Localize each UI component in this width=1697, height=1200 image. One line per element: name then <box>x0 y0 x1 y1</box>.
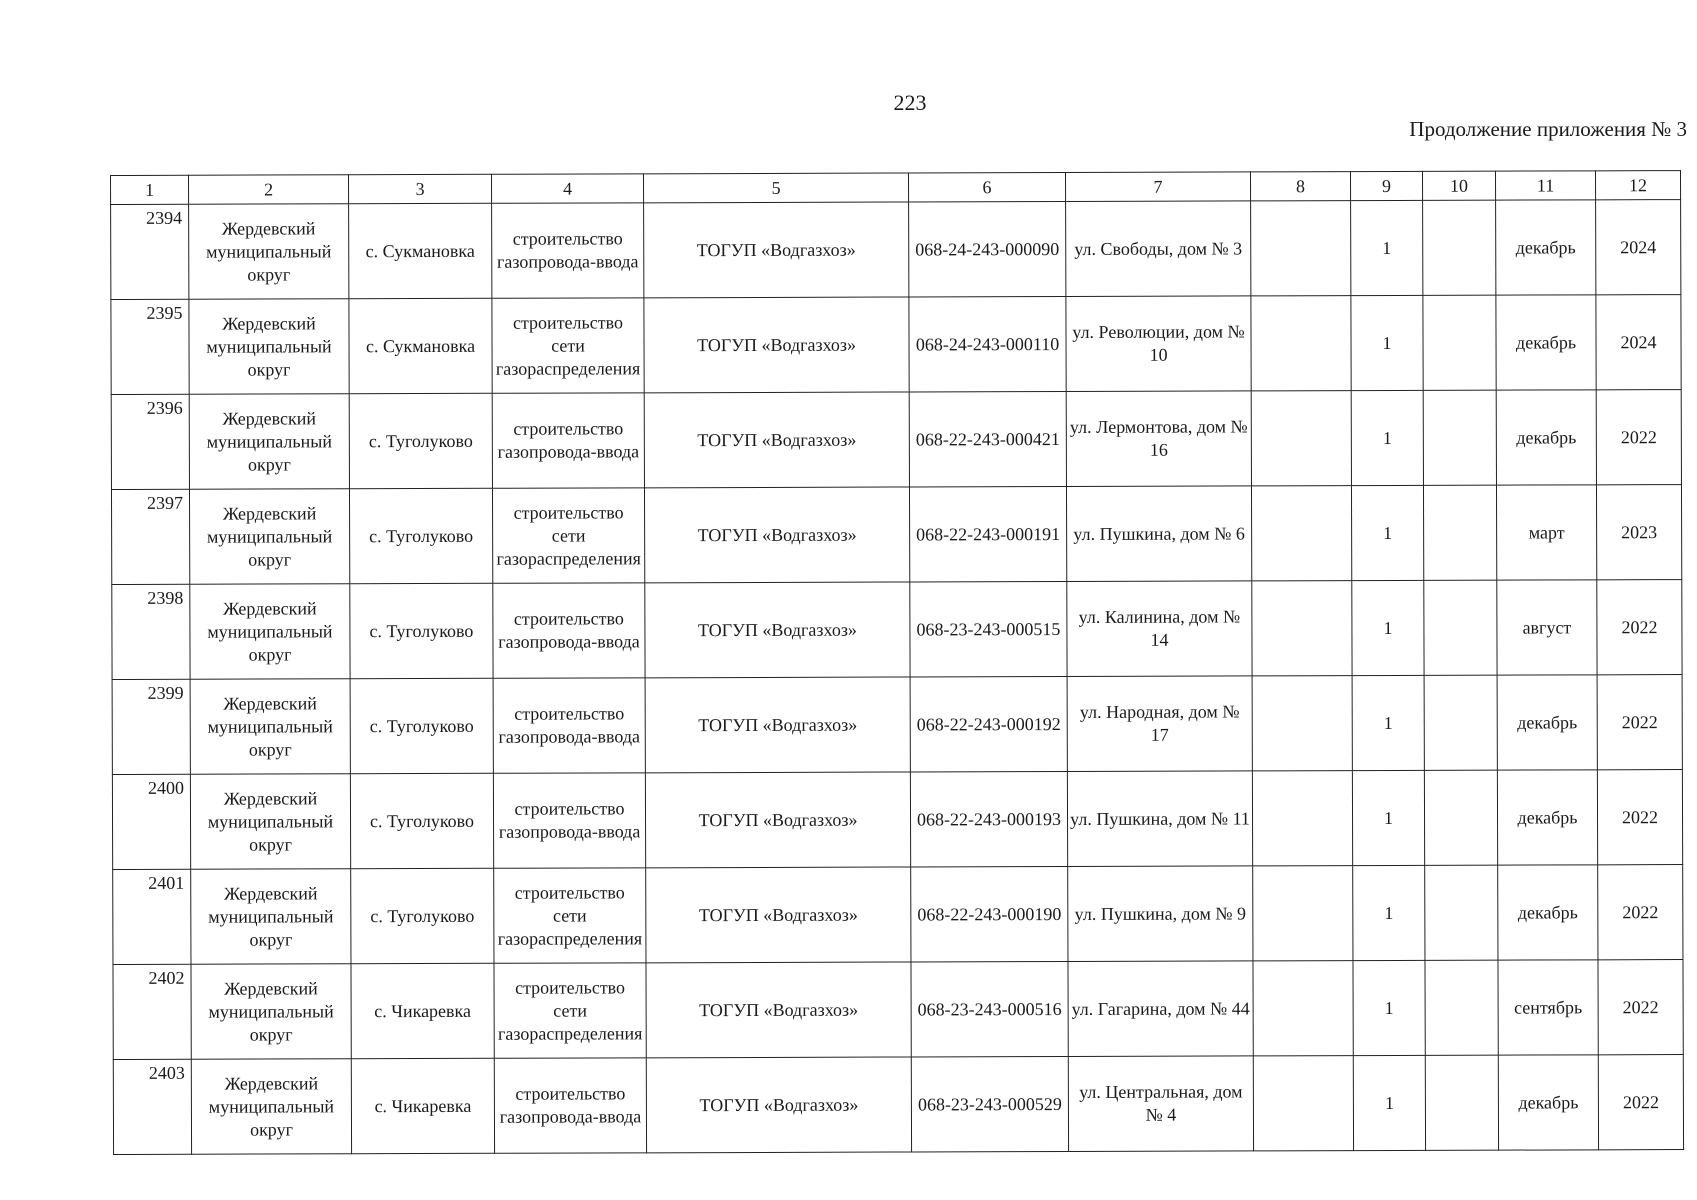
table-cell: Жердевский муниципальный округ <box>190 774 350 870</box>
table-cell <box>1423 485 1496 580</box>
table-cell <box>1424 675 1497 770</box>
table-cell: 1 <box>1352 580 1424 675</box>
table-cell: 2022 <box>1597 770 1682 865</box>
table-cell: с. Сукмановка <box>349 203 492 298</box>
table-cell: с. Туголуково <box>349 393 492 488</box>
table-cell: ТОГУП «Водгазхоз» <box>644 487 909 583</box>
table-cell: с. Туголуково <box>350 773 493 868</box>
table-cell: с. Чикаревка <box>351 963 494 1058</box>
table-cell: Жердевский муниципальный округ <box>190 584 350 680</box>
table-cell: 2022 <box>1597 580 1682 675</box>
table-row <box>113 960 1683 1060</box>
table-cell: с. Туголуково <box>350 583 493 678</box>
column-header: 3 <box>349 174 492 203</box>
table-cell: строительство газопровода-ввода <box>492 393 644 488</box>
table-cell: ул. Революции, дом № 10 <box>1066 296 1251 392</box>
table-row <box>111 295 1681 395</box>
table-cell: 068-22-243-000191 <box>909 486 1066 581</box>
table-cell <box>1424 770 1497 865</box>
table-cell: 2394 <box>111 204 189 299</box>
table-cell: декабрь <box>1498 865 1598 960</box>
table-row <box>113 865 1683 965</box>
table-cell: 2401 <box>113 869 191 964</box>
table-cell: 2022 <box>1598 1055 1683 1150</box>
table-cell: Жердевский муниципальный округ <box>189 489 349 585</box>
table-cell <box>1423 390 1496 485</box>
table-row <box>111 485 1681 585</box>
table-cell: декабрь <box>1498 1055 1598 1150</box>
table-cell: 1 <box>1351 390 1423 485</box>
table-cell: строительство газопровода-ввода <box>493 773 645 868</box>
table-cell: ул. Народная, дом № 17 <box>1067 676 1252 772</box>
table-row <box>112 580 1682 680</box>
table-cell: с. Туголуково <box>351 868 494 963</box>
table-cell: ТОГУП «Водгазхоз» <box>644 202 909 298</box>
table-cell: 2022 <box>1598 960 1683 1055</box>
table-cell: 2403 <box>113 1059 191 1154</box>
table-cell: ул. Пушкина, дом № 6 <box>1066 486 1251 582</box>
table-cell: 2402 <box>113 964 191 1059</box>
table-cell <box>1423 295 1496 390</box>
table-cell: Жердевский муниципальный округ <box>189 204 349 300</box>
table-cell: 068-22-243-000192 <box>910 676 1067 771</box>
table-cell: 2024 <box>1596 200 1681 295</box>
table-cell <box>1252 581 1352 676</box>
column-header: 12 <box>1595 171 1680 200</box>
table-cell: ул. Лермонтова, дом № 16 <box>1066 391 1251 487</box>
table-cell: 068-24-243-000110 <box>909 296 1066 391</box>
table-cell <box>1425 865 1498 960</box>
table-cell: 2396 <box>111 394 189 489</box>
table-cell: 2400 <box>112 774 190 869</box>
table-cell <box>1253 866 1353 961</box>
table-cell: строительство газопровода-ввода <box>492 203 644 298</box>
table-cell: ТОГУП «Водгазхоз» <box>645 772 910 868</box>
column-header: 10 <box>1422 171 1495 200</box>
table-cell: 1 <box>1352 675 1424 770</box>
table-cell: 068-23-243-000515 <box>910 581 1067 676</box>
table-cell: строительство сети газораспределения <box>492 488 644 583</box>
table-cell <box>1423 200 1496 295</box>
table-cell: 2022 <box>1598 865 1683 960</box>
table-cell: ТОГУП «Водгазхоз» <box>644 297 909 393</box>
table-cell: строительство газопровода-ввода <box>493 678 645 773</box>
table-cell: декабрь <box>1496 295 1596 390</box>
table-cell: Жердевский муниципальный округ <box>190 679 350 775</box>
table-cell: 2022 <box>1597 675 1682 770</box>
table-cell: 2399 <box>112 679 190 774</box>
continuation-label: Продолжение приложения № 3 <box>1409 117 1687 141</box>
table-cell: 068-24-243-000090 <box>909 201 1066 296</box>
table-cell: строительство газопровода-ввода <box>494 1058 646 1153</box>
table-cell <box>1252 771 1352 866</box>
table-cell: 1 <box>1351 295 1423 390</box>
table-cell: 1 <box>1351 200 1423 295</box>
table-cell: 2395 <box>111 299 189 394</box>
table-cell: Жердевский муниципальный округ <box>189 394 349 490</box>
table-cell: строительство газопровода-ввода <box>493 583 645 678</box>
table-cell: Жердевский муниципальный округ <box>189 299 349 395</box>
table-cell: декабрь <box>1496 200 1596 295</box>
table-cell: строительство сети газораспределения <box>494 963 646 1058</box>
table-cell: сентябрь <box>1498 960 1598 1055</box>
table-cell: 068-23-243-000516 <box>911 961 1068 1056</box>
table-cell: 1 <box>1351 485 1423 580</box>
table-cell: ТОГУП «Водгазхоз» <box>645 582 910 678</box>
table-cell: 068-23-243-000529 <box>911 1056 1068 1151</box>
table-cell: строительство сети газораспределения <box>492 298 644 393</box>
table-cell: 068-22-243-000421 <box>909 391 1066 486</box>
table-cell: 2024 <box>1596 295 1681 390</box>
table-row <box>111 200 1681 300</box>
table-cell: 2397 <box>111 489 189 584</box>
table-cell <box>1252 676 1352 771</box>
table-cell <box>1424 580 1497 675</box>
column-header: 5 <box>643 173 908 203</box>
table-cell: с. Сукмановка <box>349 298 492 393</box>
page-number: 223 <box>893 90 927 115</box>
table-cell <box>1251 201 1351 296</box>
table-cell: ТОГУП «Водгазхоз» <box>646 1057 911 1153</box>
column-header: 8 <box>1250 172 1350 201</box>
table-cell: 068-22-243-000190 <box>911 866 1068 961</box>
table-cell: ТОГУП «Водгазхоз» <box>646 867 911 963</box>
table-cell <box>1253 1056 1353 1151</box>
table-cell: 1 <box>1353 1055 1425 1150</box>
table-row <box>112 770 1682 870</box>
table-body <box>111 200 1684 1155</box>
table-cell: 2398 <box>112 584 190 679</box>
table-cell <box>1425 1055 1498 1150</box>
table-row <box>112 675 1682 775</box>
table-row <box>113 1055 1683 1155</box>
table-cell: с. Туголуково <box>349 488 492 583</box>
table-cell: с. Туголуково <box>350 678 493 773</box>
column-header: 1 <box>111 175 189 204</box>
table-row <box>111 390 1681 490</box>
table-cell <box>1251 296 1351 391</box>
column-header: 9 <box>1350 171 1422 200</box>
table-cell: 2022 <box>1596 390 1681 485</box>
table-cell: декабрь <box>1496 390 1596 485</box>
table-cell <box>1251 486 1351 581</box>
table-cell: 1 <box>1352 770 1424 865</box>
table-cell: декабрь <box>1497 675 1597 770</box>
table-cell: ТОГУП «Водгазхоз» <box>645 677 910 773</box>
table-cell: Жердевский муниципальный округ <box>191 869 351 965</box>
table-cell: ул. Центральная, дом № 4 <box>1068 1056 1253 1152</box>
table-cell: с. Чикаревка <box>351 1058 494 1153</box>
table-cell: 2023 <box>1596 485 1681 580</box>
table-cell <box>1425 960 1498 1055</box>
table-cell: 1 <box>1353 865 1425 960</box>
table-cell: Жердевский муниципальный округ <box>191 1059 351 1155</box>
table-cell: март <box>1496 485 1596 580</box>
column-header: 2 <box>189 175 349 205</box>
column-header: 4 <box>491 174 643 203</box>
table-cell: декабрь <box>1497 770 1597 865</box>
column-header: 7 <box>1065 172 1250 202</box>
table-cell <box>1251 391 1351 486</box>
table-cell: ТОГУП «Водгазхоз» <box>644 392 909 488</box>
table-cell: 1 <box>1353 960 1425 1055</box>
table-cell: строительство сети газораспределения <box>494 868 646 963</box>
table-cell: ул. Гагарина, дом № 44 <box>1068 961 1253 1057</box>
table-cell: ул. Пушкина, дом № 9 <box>1068 866 1253 962</box>
data-table <box>110 170 1684 1155</box>
table-cell <box>1253 961 1353 1056</box>
table-cell: ул. Пушкина, дом № 11 <box>1067 771 1252 867</box>
table-cell: ул. Свободы, дом № 3 <box>1066 201 1251 297</box>
table-cell: ТОГУП «Водгазхоз» <box>646 962 911 1058</box>
column-header: 11 <box>1495 171 1595 200</box>
table-cell: Жердевский муниципальный округ <box>191 964 351 1060</box>
table-cell: ул. Калинина, дом № 14 <box>1067 581 1252 677</box>
table-cell: 068-22-243-000193 <box>910 771 1067 866</box>
column-header: 6 <box>908 172 1065 201</box>
table-cell: август <box>1497 580 1597 675</box>
